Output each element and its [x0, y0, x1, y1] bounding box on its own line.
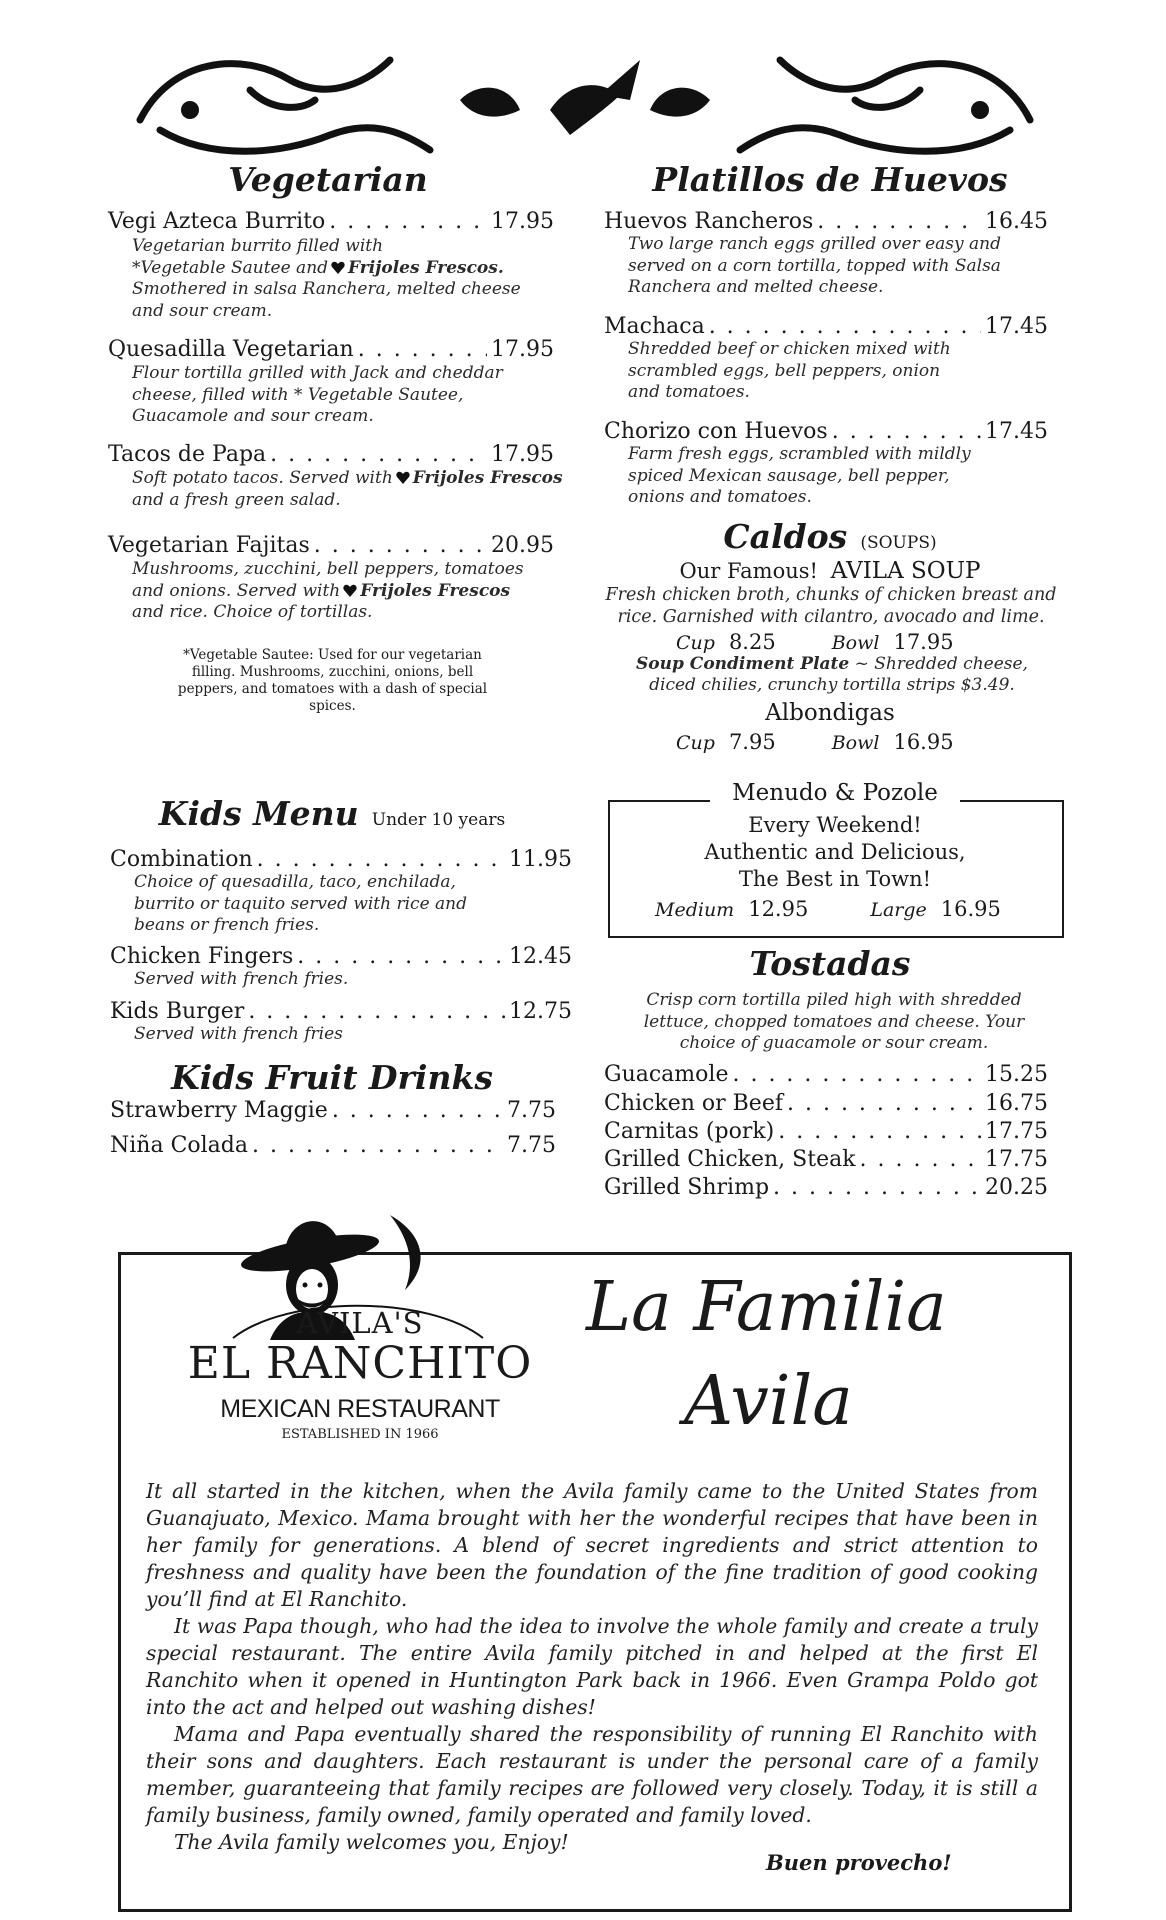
item-price: 20.25: [985, 1175, 1048, 1200]
heart-icon: [343, 584, 357, 597]
item-name: Huevos Rancheros: [604, 209, 814, 234]
bowl-label: Bowl: [831, 632, 880, 654]
item-name: Grilled Shrimp: [604, 1175, 770, 1200]
item-name: Strawberry Maggie: [110, 1098, 328, 1123]
menu-item: [110, 1098, 556, 1123]
kids-subtitle: Under 10 years: [371, 810, 506, 830]
item-name: Combination: [110, 847, 253, 872]
item-description: [132, 559, 542, 624]
menu-item: [604, 209, 1048, 234]
condiment-text: ~ Shredded cheese, diced chilies, crunchy tortilla strips $3.49.: [649, 654, 1028, 695]
menu-item: [604, 1147, 1048, 1172]
heart-icon: [331, 261, 345, 274]
item-price: 16.45: [985, 209, 1048, 234]
story-paragraph: It was Papa though, who had the idea to involve the whole family and create a truly special restaurant. The entire Avila family pitched in and helped at the first El Ranchito when it opened in Huntington Park back in 1966. Even Grampa Poldo got into the act and helped out washing dishes!: [146, 1614, 1038, 1719]
item-price: 17.45: [985, 314, 1048, 339]
soup-sizes: [676, 630, 954, 654]
story-paragraph: Mama and Papa eventually shared the responsibility of running El Ranchito with their sons and daughters. Each restaurant is under the personal care of a family member, guaranteeing that family recipes are followed very closely. Today, it is still a family business, family owned, family operated and family loved.: [146, 1722, 1038, 1827]
desc-text: Smothered in salsa Ranchera, melted cheese and sour cream.: [132, 279, 521, 321]
item-name: Quesadilla Vegetarian: [108, 337, 354, 362]
kids-title: Kids Menu: [158, 794, 359, 833]
menu-item: [110, 944, 572, 969]
menu-item: [604, 1175, 1048, 1200]
menudo-title: Menudo & Pozole: [710, 780, 960, 806]
menu-item: [108, 337, 554, 362]
ornament-header: [130, 40, 1040, 180]
item-name: Niña Colada: [110, 1133, 248, 1158]
story-paragraph: The Avila family welcomes you, Enjoy!: [174, 1830, 569, 1854]
desc-text: and rice. Choice of tortillas.: [132, 602, 373, 622]
item-name: Chorizo con Huevos: [604, 419, 828, 444]
menudo-line: The Best in Town!: [738, 867, 932, 891]
menu-item: [110, 999, 572, 1024]
item-name: Tacos de Papa: [108, 442, 267, 467]
menu-item: [604, 419, 1048, 444]
item-name: Vegetarian Fajitas: [108, 533, 310, 558]
famous-label: Our Famous!: [679, 559, 818, 583]
vegetarian-title: Vegetarian: [228, 160, 428, 199]
signoff: Buen provecho!: [766, 1850, 952, 1875]
avila-soup-heading: [600, 558, 1060, 584]
item-name: Carnitas (pork): [604, 1119, 775, 1144]
item-name: Guacamole: [604, 1062, 729, 1087]
albondigas-bowl-price: 16.95: [893, 730, 954, 754]
logo-line-1: AVILA'S: [296, 1306, 424, 1340]
menu-item: [604, 314, 1048, 339]
item-price: 16.75: [985, 1091, 1048, 1116]
item-name: Chicken Fingers: [110, 944, 294, 969]
menu-item: [108, 533, 554, 558]
item-price: 17.95: [491, 442, 554, 467]
item-price: 7.75: [507, 1133, 556, 1158]
item-description: Served with french fries.: [134, 969, 349, 989]
item-description: Choice of quesadilla, taco, enchilada, burrito or taquito served with rice and beans or french fries.: [134, 872, 468, 935]
desc-bold: Frijoles Frescos.: [348, 257, 504, 278]
menu-item: [108, 209, 554, 234]
logo-line-2: EL RANCHITO: [187, 1338, 533, 1389]
soup-cup-price: 8.25: [728, 630, 776, 654]
soup-description: Fresh chicken broth, chunks of chicken breast and rice. Garnished with cilantro, avocado and lime.: [605, 585, 1057, 627]
menudo-line: Every Weekend!: [748, 813, 922, 837]
desc-text: Vegetarian burrito filled with: [132, 236, 384, 256]
desc-text: Soft potato tacos. Served with: [132, 468, 393, 488]
item-price: 17.75: [985, 1147, 1048, 1172]
item-description: Flour tortilla grilled with Jack and cheddar cheese, filled with * Vegetable Sautee, Guacamole and sour cream.: [132, 363, 503, 426]
medium-label: Medium: [655, 899, 735, 921]
caldos-subtitle: (SOUPS): [860, 533, 937, 553]
desc-text: Mushrooms, zucchini, bell peppers, tomatoes and onions. Served with: [132, 559, 524, 601]
logo-line-4: ESTABLISHED IN 1966: [281, 1427, 439, 1442]
condiment-description: [612, 654, 1052, 696]
bowl-label: Bowl: [831, 732, 880, 754]
item-price: 17.45: [985, 419, 1048, 444]
menudo-text: [610, 812, 1060, 893]
menudo-medium-price: 12.95: [748, 897, 809, 921]
menu-item: [604, 1062, 1048, 1087]
menu-item: [110, 1133, 556, 1158]
item-name: Grilled Chicken, Steak: [604, 1147, 856, 1172]
item-description: Shredded beef or chicken mixed with scrambled eggs, bell peppers, onion and tomatoes.: [628, 339, 951, 402]
condiment-label: Soup Condiment Plate: [636, 654, 850, 674]
desc-bold: Frijoles Frescos: [360, 580, 511, 601]
menudo-line: Authentic and Delicious,: [704, 840, 966, 864]
cup-label: Cup: [676, 732, 715, 754]
logo-line-3: MEXICAN RESTAURANT: [220, 1395, 500, 1423]
script-title-1: La Familia: [586, 1268, 947, 1347]
caldos-title: Caldos: [723, 517, 848, 556]
item-price: 11.95: [509, 847, 572, 872]
kids-heading: [108, 794, 556, 833]
item-price: 15.25: [985, 1062, 1048, 1087]
item-description: [132, 468, 572, 511]
item-name: Kids Burger: [110, 999, 245, 1024]
caldos-heading: [600, 517, 1060, 556]
soup-bowl-price: 17.95: [893, 630, 954, 654]
item-name: Machaca: [604, 314, 705, 339]
item-price: 20.95: [491, 533, 554, 558]
drinks-title: Kids Fruit Drinks: [171, 1058, 493, 1097]
vegetable-sautee-note: *Vegetable Sautee: Used for our vegetarian filling. Mushrooms, zucchini, onions, bell peppers, and tomatoes with a dash of special spices.: [177, 647, 488, 714]
albondigas-title: Albondigas: [765, 700, 895, 726]
item-description: Two large ranch eggs grilled over easy and served on a corn tortilla, topped with Salsa Ranchera and melted cheese.: [628, 234, 1001, 297]
item-price: 7.75: [507, 1098, 556, 1123]
heart-icon: [396, 471, 410, 484]
story-text: [146, 1478, 1038, 1856]
menu-item: [604, 1091, 1048, 1116]
item-name: Chicken or Beef: [604, 1091, 783, 1116]
desc-text: *Vegetable Sautee and: [132, 257, 329, 278]
desc-bold: Frijoles Frescos: [412, 468, 563, 488]
albondigas-sizes: [676, 730, 954, 754]
albondigas-cup-price: 7.95: [728, 730, 776, 754]
menu-item: [604, 1119, 1048, 1144]
cup-label: Cup: [676, 632, 715, 654]
item-price: 12.45: [509, 944, 572, 969]
item-price: 17.75: [985, 1119, 1048, 1144]
huevos-title: Platillos de Huevos: [652, 160, 1008, 199]
script-title-2: Avila: [684, 1362, 853, 1441]
item-price: 17.95: [491, 337, 554, 362]
tostadas-description: Crisp corn tortilla piled high with shredded lettuce, chopped tomatoes and cheese. Your choice of guacamole or sour cream.: [643, 990, 1025, 1053]
menu-item: [108, 442, 554, 467]
item-description: Served with french fries: [134, 1024, 343, 1044]
item-name: Vegi Azteca Burrito: [108, 209, 326, 234]
avila-soup-name: AVILA SOUP: [830, 558, 981, 584]
large-label: Large: [870, 899, 927, 921]
desc-text: and a fresh green salad.: [132, 489, 341, 510]
story-paragraph: It all started in the kitchen, when the Avila family came to the United States from Guanajuato, Mexico. Mama brought with her the wonderful recipes that have been in her family for generations. A blend of secret ingredients and strict attention to freshness and quality have been the foundation of the fine tradition of good cooking you’ll find at El Ranchito.: [146, 1479, 1038, 1611]
item-price: 12.75: [509, 999, 572, 1024]
menudo-large-price: 16.95: [940, 897, 1001, 921]
item-price: 17.95: [491, 209, 554, 234]
item-description: [132, 236, 552, 322]
menu-item: [110, 847, 572, 872]
menudo-sizes: [655, 897, 1001, 921]
tostadas-title: Tostadas: [749, 944, 911, 983]
item-description: Farm fresh eggs, scrambled with mildly spiced Mexican sausage, bell pepper, onions and tomatoes.: [628, 444, 971, 507]
